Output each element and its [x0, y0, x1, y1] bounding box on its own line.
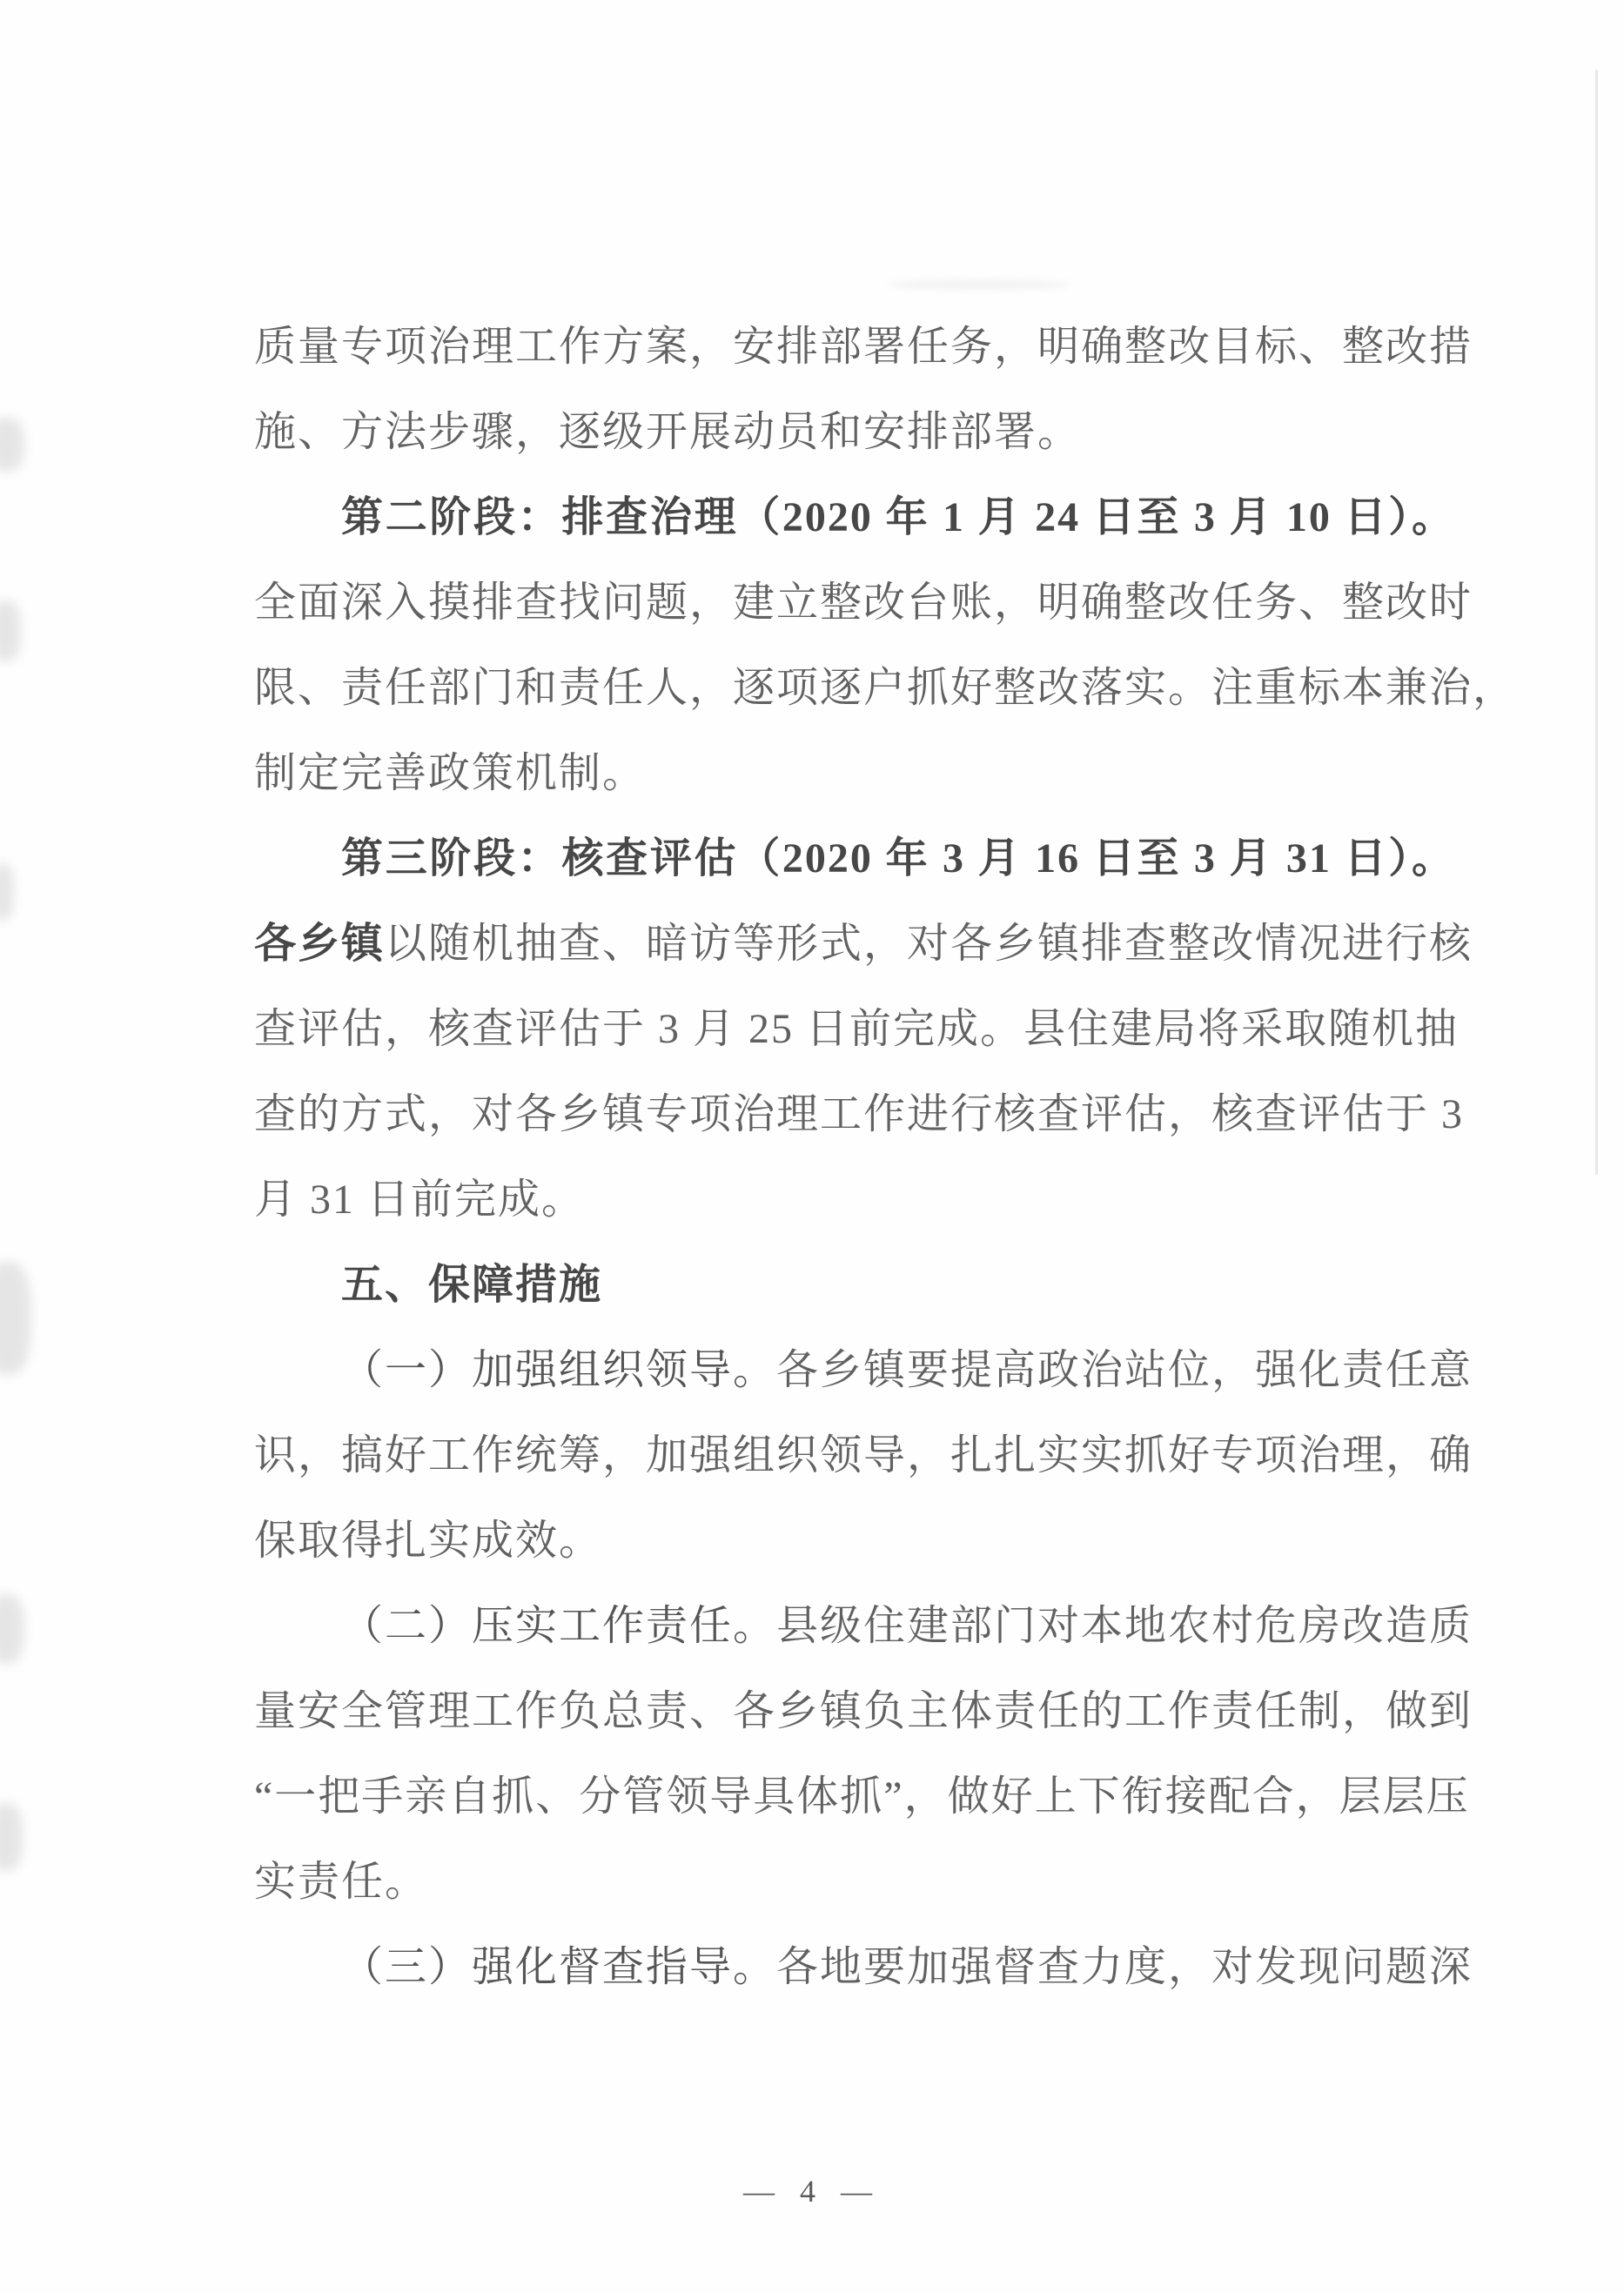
stage3-heading: 第三阶段：核查评估（2020 年 3 月 16 日至 3 月 31 日）。 [341, 835, 1455, 882]
text-line [254, 1328, 1473, 1413]
text-line [254, 987, 1460, 1072]
text-line [254, 1669, 1473, 1754]
body-text: 量安全管理工作负总责、各乡镇负主体责任的工作责任制，做到 [254, 1688, 1473, 1734]
section5-heading-line [254, 1243, 1455, 1328]
text-line [254, 902, 1473, 987]
text-line [254, 1584, 1473, 1669]
body-text: 制定完善政策机制。 [254, 750, 647, 796]
text-line [254, 1413, 1473, 1498]
scan-artifact [0, 1262, 31, 1375]
text-line [254, 390, 1455, 475]
body-text: 质量专项治理工作方案，安排部署任务，明确整改目标、整改措 [254, 324, 1473, 370]
stage3-heading-line [254, 816, 1455, 902]
text-line [254, 305, 1473, 390]
body-text: 保取得扎实成效。 [254, 1518, 603, 1564]
body-text: 县级住建部门对本地农村危房改造质 [776, 1603, 1473, 1649]
body-text: 识，搞好工作统筹，加强组织领导，扎扎实实抓好专项治理，确 [254, 1432, 1473, 1478]
section5-heading: 五、保障措施 [341, 1262, 603, 1308]
body-text: 查评估，核查评估于 3 月 25 日前完成。县住建局将采取随机抽 [254, 1006, 1460, 1052]
body-text: 施、方法步骤，逐级开展动员和安排部署。 [254, 409, 1082, 455]
text-line [254, 1157, 1455, 1243]
body-text: 查的方式，对各乡镇专项治理工作进行核查评估，核查评估于 3 [254, 1091, 1465, 1137]
text-line [254, 731, 1455, 816]
stage2-heading-line [254, 475, 1455, 560]
scan-artifact [0, 600, 21, 661]
text-line [254, 1925, 1473, 2010]
text-line [254, 1072, 1465, 1157]
scan-artifact [0, 1803, 23, 1871]
body-text: 全面深入摸排查找问题，建立整改台账，明确整改任务、整改时 [254, 580, 1473, 626]
item1-lead-in: （一）加强组织领导。 [341, 1347, 777, 1393]
item3-lead-in: （三）强化督查指导。 [341, 1944, 777, 1990]
body-text: 各地要加强督查力度，对发现问题深 [776, 1944, 1473, 1990]
body-text: 各乡镇要提高政治站位，强化责任意 [776, 1347, 1473, 1393]
bold-lead-in: 各乡镇 [254, 921, 386, 967]
scan-artifact [888, 280, 1070, 289]
text-line [254, 1498, 1455, 1584]
text-line [254, 1754, 1470, 1840]
item2-lead-in: （二）压实工作责任。 [341, 1603, 777, 1649]
stage2-heading: 第二阶段：排查治理（2020 年 1 月 24 日至 3 月 10 日）。 [341, 494, 1455, 540]
scan-artifact [0, 863, 14, 921]
body-text: 以随机抽查、暗访等形式，对各乡镇排查整改情况进行核 [385, 921, 1473, 967]
scan-edge-shadow [1595, 70, 1598, 1175]
body-text: 实责任。 [254, 1859, 429, 1905]
text-line [254, 560, 1473, 646]
body-text: 限、责任部门和责任人，逐项逐户抓好整改落实。注重标本兼治， [254, 665, 1517, 711]
page-number: — 4 — [743, 2174, 881, 2209]
text-line [254, 1840, 1455, 1925]
text-line [254, 646, 1517, 731]
scan-artifact [0, 1594, 24, 1664]
body-text: 月 31 日前完成。 [254, 1177, 586, 1223]
document-body [254, 305, 1517, 2010]
body-text: “一把手亲自抓、分管领导具体抓”，做好上下衔接配合，层层压 [254, 1773, 1470, 1820]
scan-artifact [0, 418, 24, 472]
